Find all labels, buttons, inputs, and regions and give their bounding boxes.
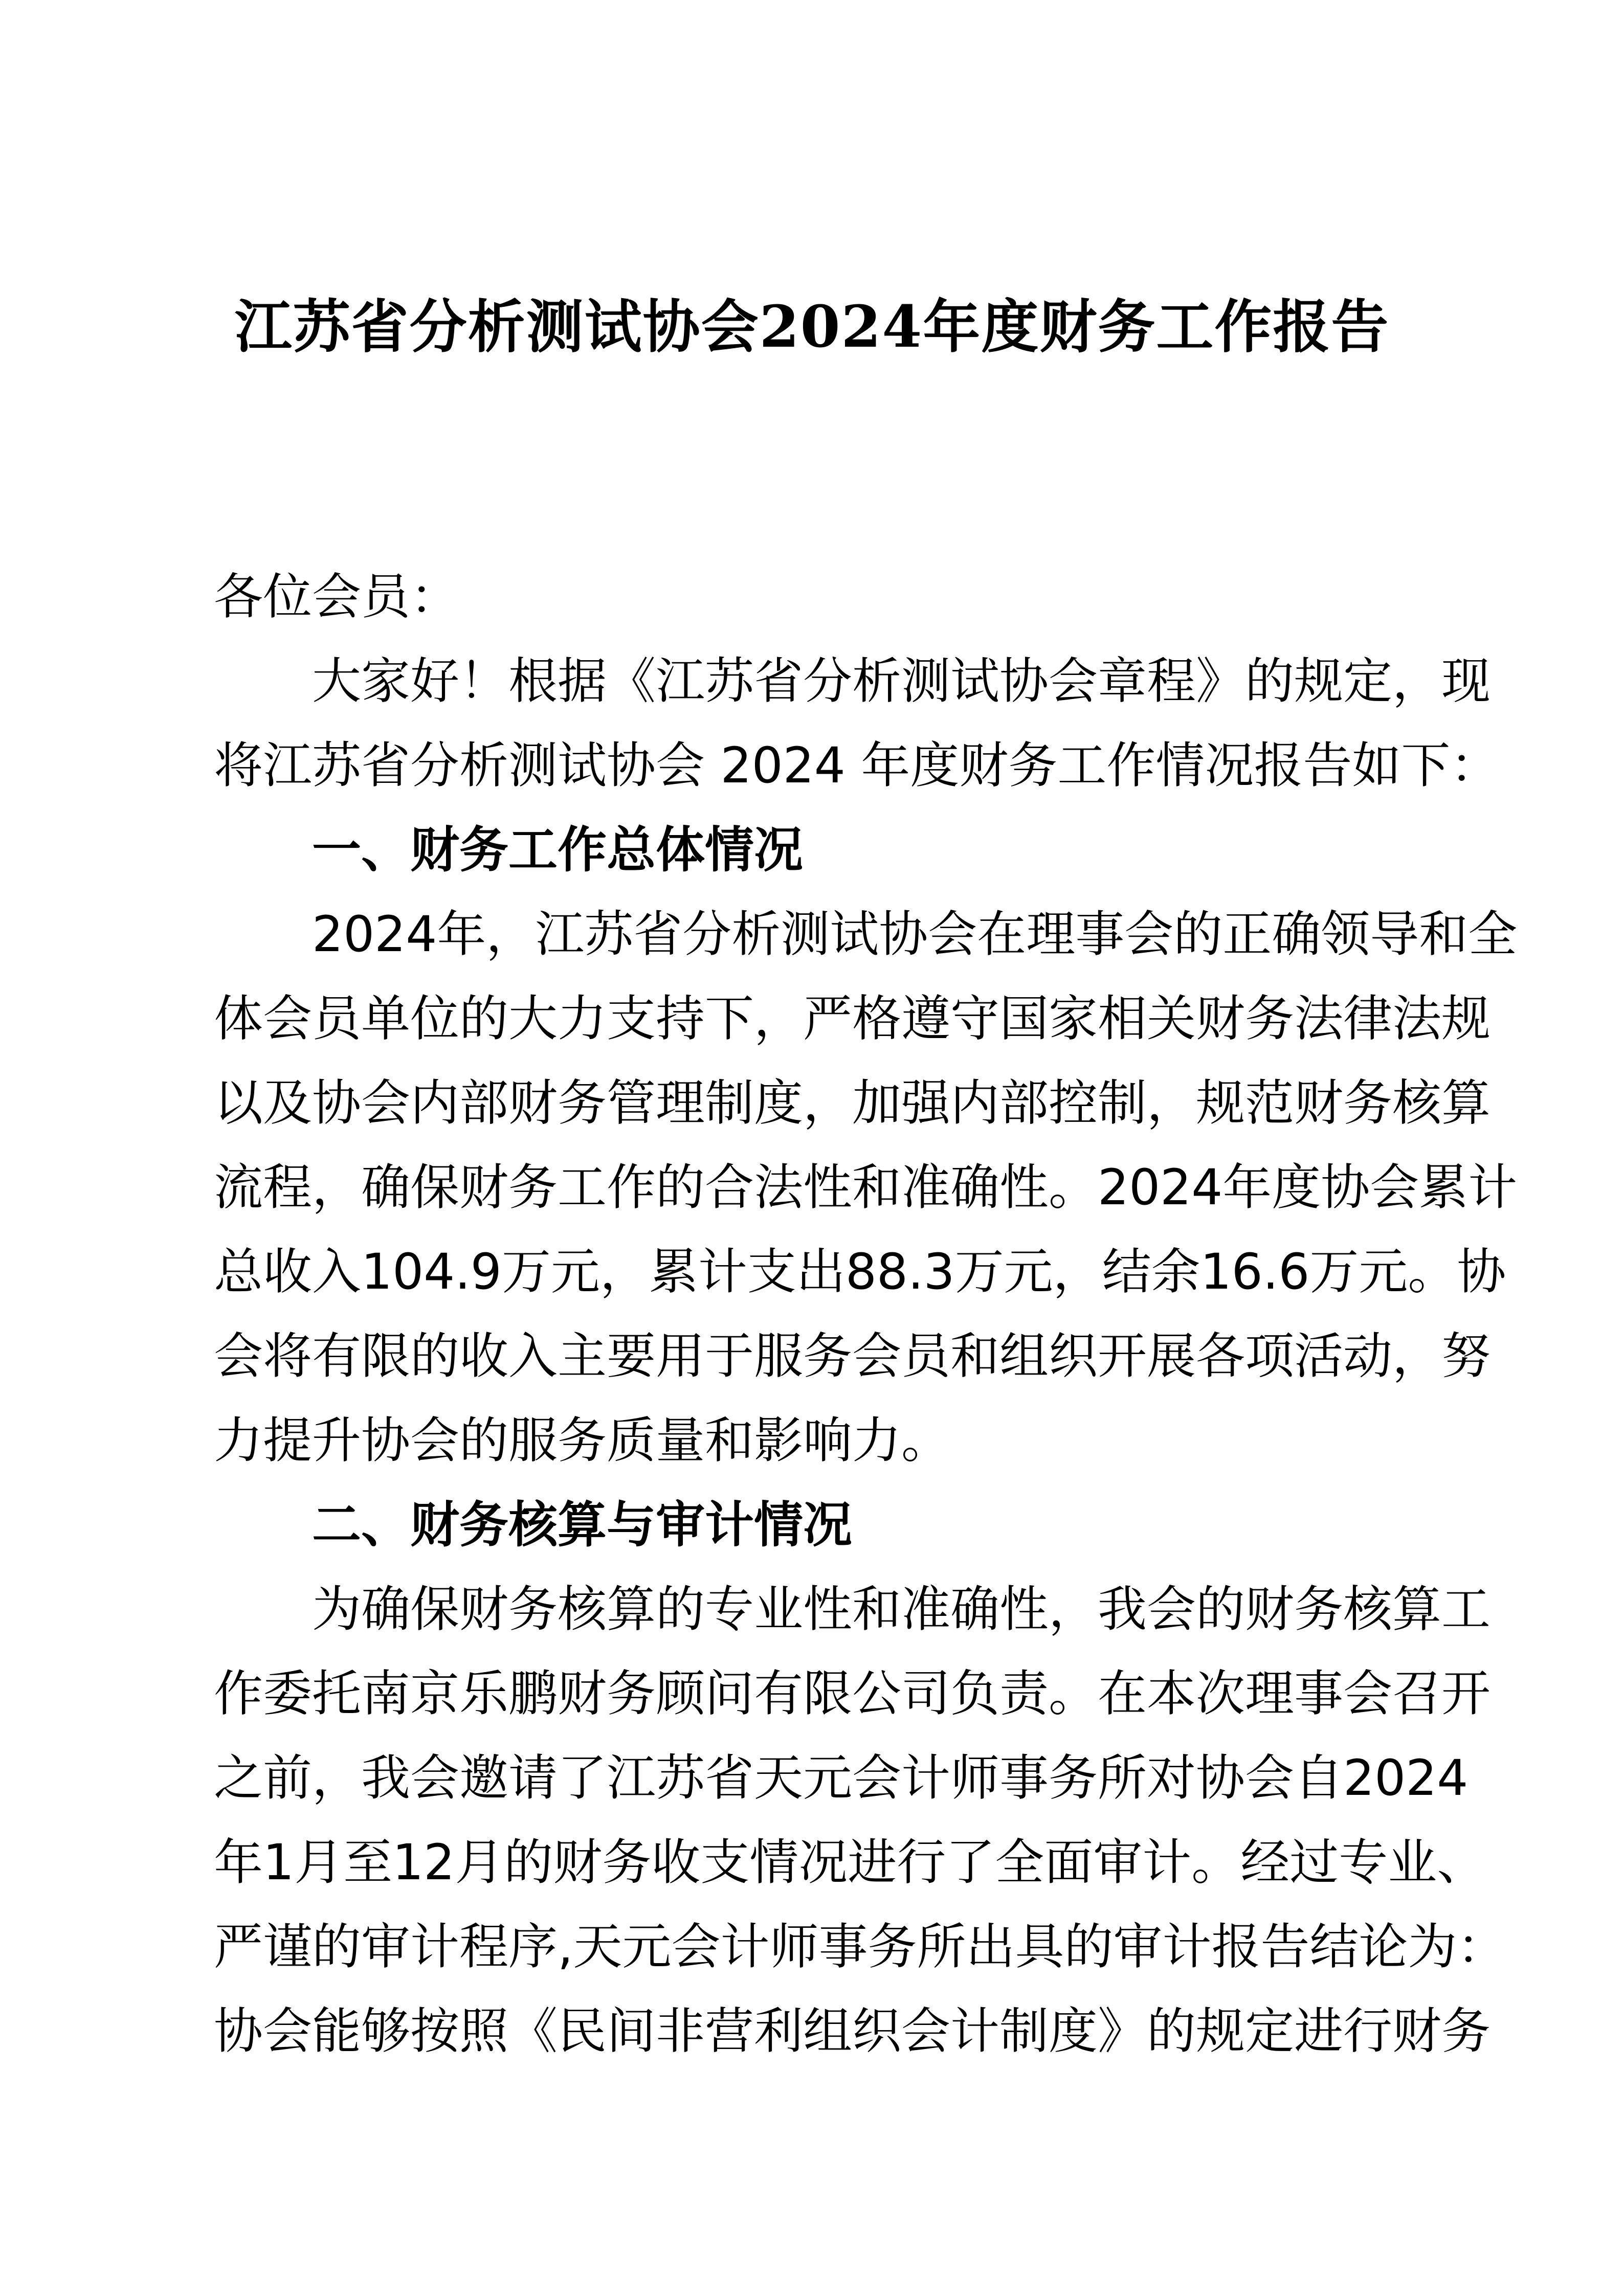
salutation: 各位会员： (214, 568, 459, 625)
paragraph-line: 协会能够按照《民间非营利组织会计制度》的规定进行财务 (214, 2002, 1490, 2060)
document-body (214, 555, 1518, 2074)
paragraph-line: 体会员单位的大力支持下，严格遵守国家相关财务法律法规 (214, 990, 1490, 1047)
paragraph-line: 严谨的审计程序,天元会计师事务所出具的审计报告结论为： (214, 1918, 1506, 1975)
paragraph-line: 以及协会内部财务管理制度，加强内部控制，规范财务核算 (214, 1074, 1490, 1132)
intro-line: 将江苏省分析测试协会 2024 年度财务工作情况报告如下： (214, 737, 1500, 794)
section-heading-audit: 二、财务核算与审计情况 (312, 1496, 852, 1554)
paragraph-line: 总收入104.9万元，累计支出88.3万元，结余16.6万元。协 (214, 1243, 1506, 1300)
paragraph-line: 2024年，江苏省分析测试协会在理事会的正确领导和全 (312, 906, 1518, 963)
paragraph-line: 之前，我会邀请了江苏省天元会计师事务所对协会自2024 (214, 1749, 1469, 1807)
paragraph-line: 会将有限的收入主要用于服务会员和组织开展各项活动，努 (214, 1327, 1490, 1385)
paragraph-line: 作委托南京乐鹏财务顾问有限公司负责。在本次理事会召开 (214, 1665, 1490, 1722)
paragraph-line: 为确保财务核算的专业性和准确性，我会的财务核算工 (312, 1581, 1490, 1638)
intro-line: 大家好！根据《江苏省分析测试协会章程》的规定，现 (312, 652, 1490, 710)
paragraph-line: 力提升协会的服务质量和影响力。 (214, 1412, 950, 1469)
section-heading-overview: 一、财务工作总体情况 (312, 821, 803, 879)
paragraph-line: 流程，确保财务工作的合法性和准确性。2024年度协会累计 (214, 1159, 1518, 1216)
document-title: 江苏省分析测试协会2024年度财务工作报告 (234, 294, 1390, 361)
paragraph-line: 年1月至12月的财务收支情况进行了全面审计。经过专业、 (214, 1834, 1486, 1891)
